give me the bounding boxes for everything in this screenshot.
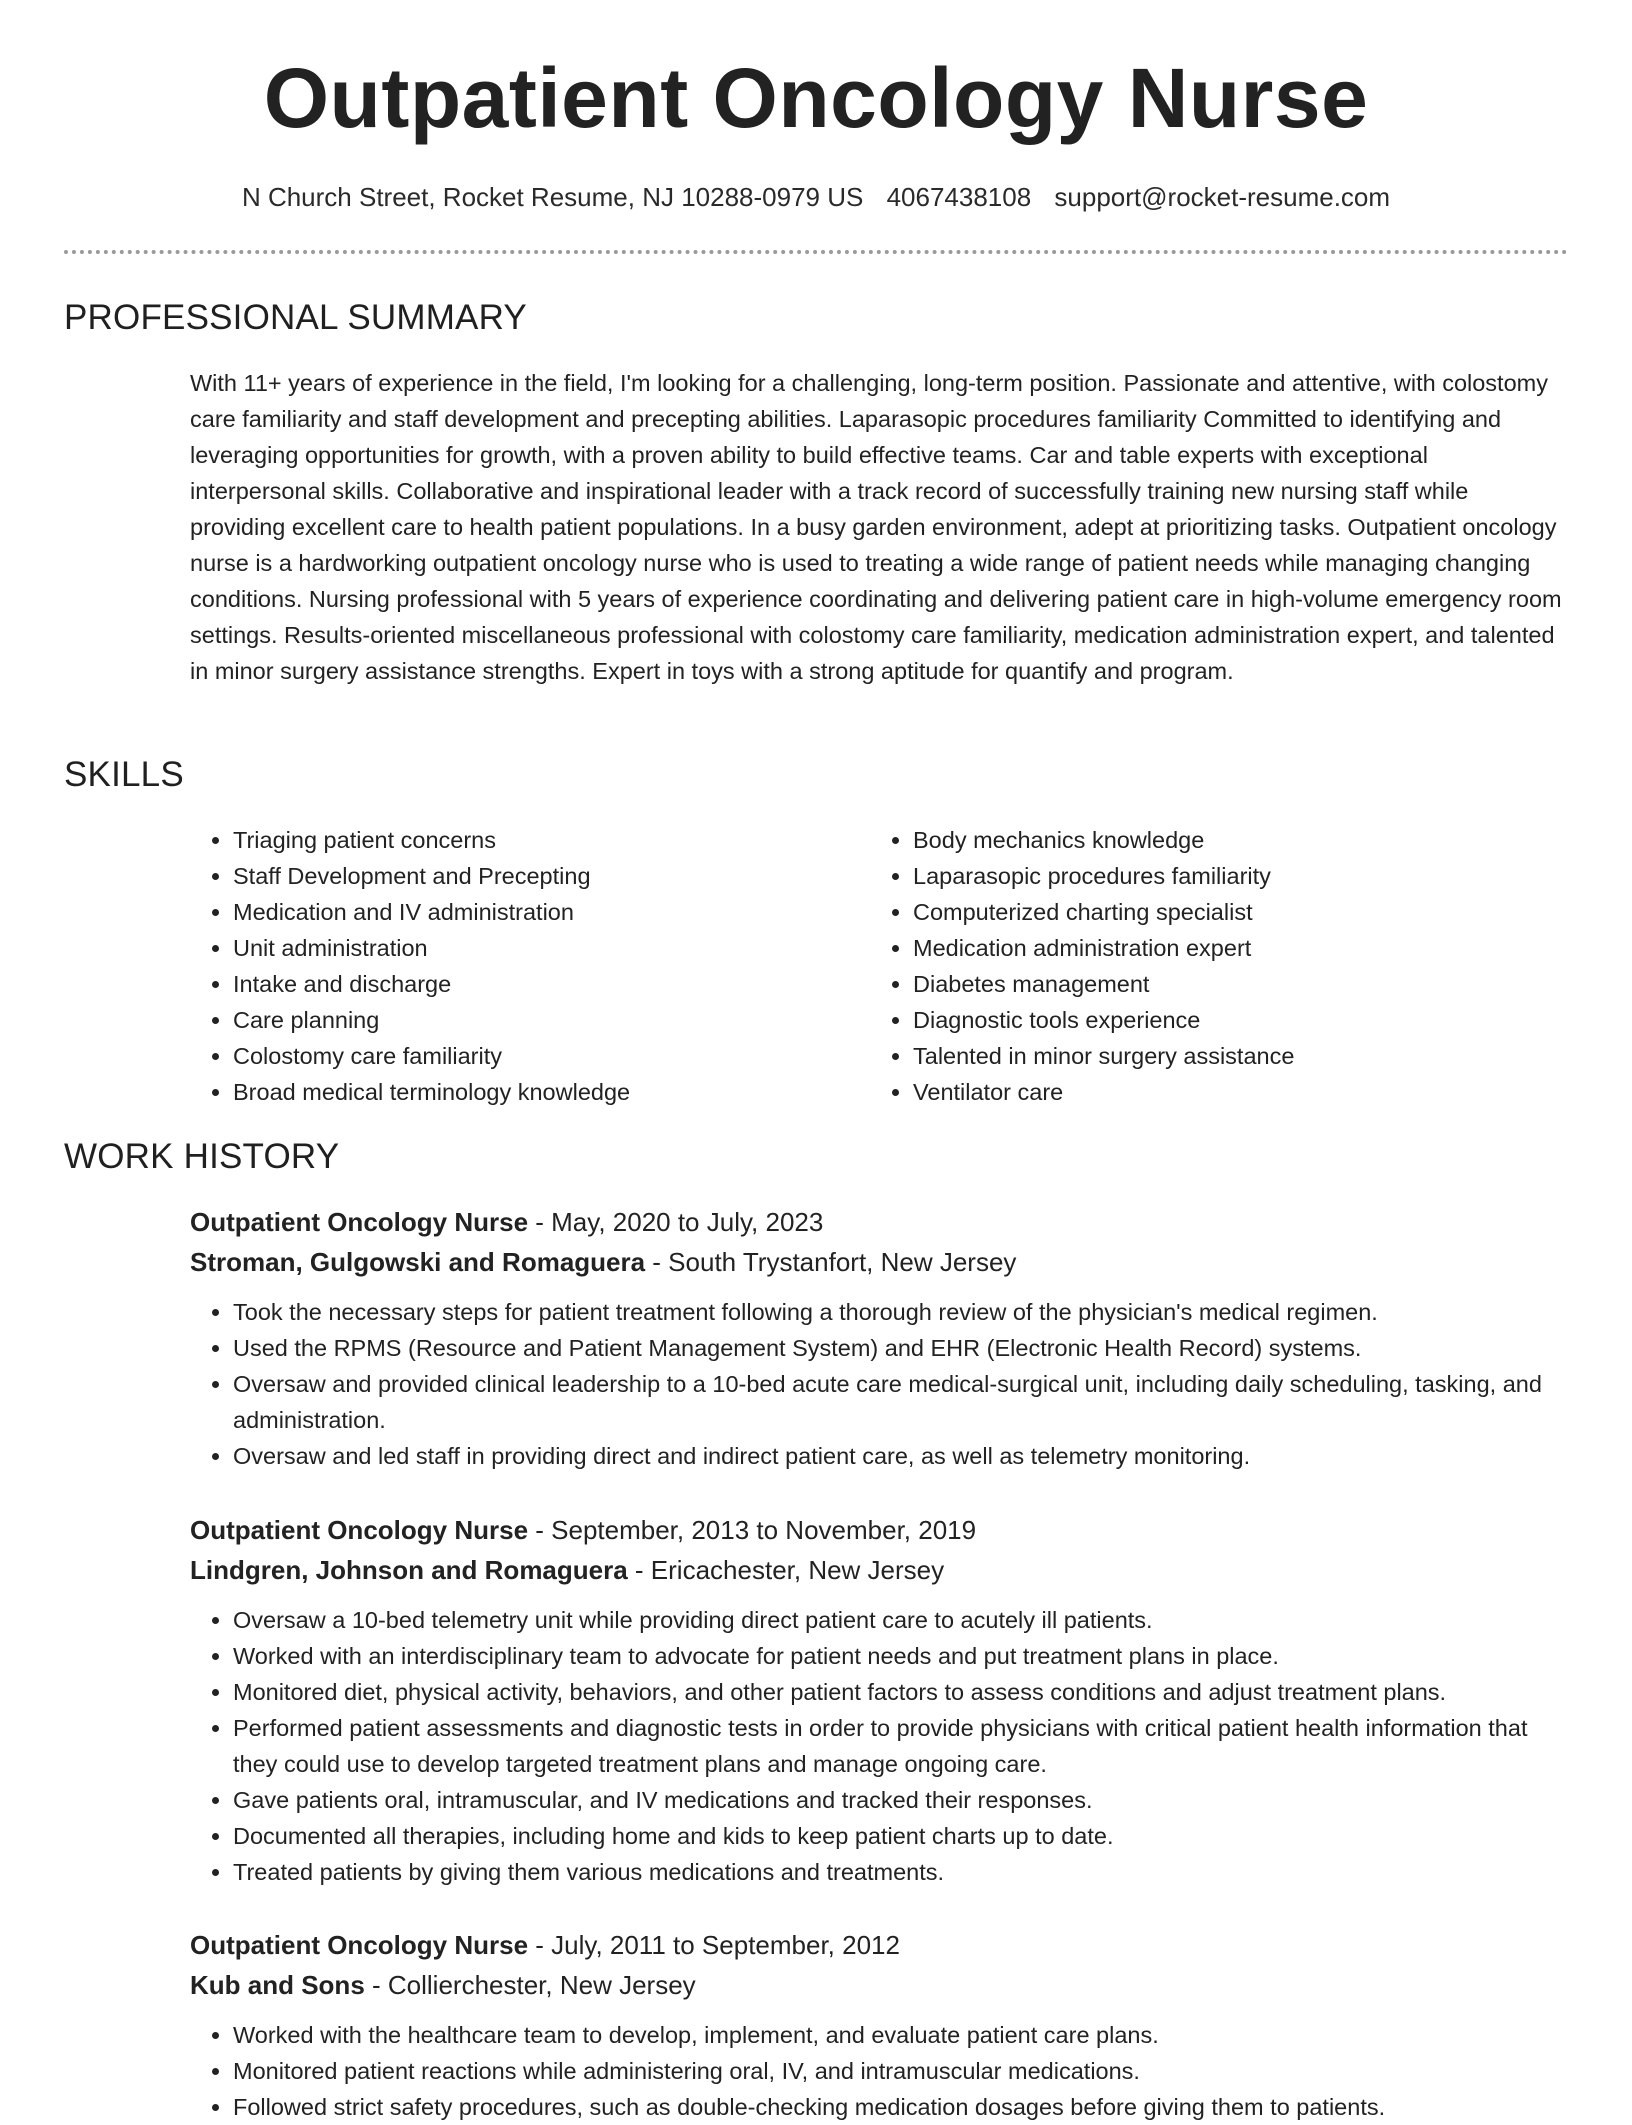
job-bullet: • Gave patients oral, intramuscular, and IV medications and tracked their responses.	[233, 1782, 1570, 1818]
skills-column-right	[870, 822, 1550, 1110]
job-entry	[190, 1202, 1570, 1474]
job-bullet: • Worked with the healthcare team to develop, implement, and evaluate patient care plans.	[233, 2017, 1570, 2053]
job-title: Outpatient Oncology Nurse	[190, 1207, 529, 1237]
job-bullet: • Oversaw and led staff in providing direct and indirect patient care, as well as telemetry monitoring.	[233, 1438, 1570, 1474]
skill-item: • Medication and IV administration	[233, 894, 870, 930]
skill-item: • Triaging patient concerns	[233, 822, 870, 858]
skills-column-left	[190, 822, 870, 1110]
job-location: - Ericachester, New Jersey	[627, 1555, 945, 1585]
contact-address: N Church Street, Rocket Resume, NJ 10288-0979 US	[241, 182, 864, 212]
skill-item: • Unit administration	[233, 930, 870, 966]
job-title: Outpatient Oncology Nurse	[190, 1515, 529, 1545]
skill-item: • Talented in minor surgery assistance	[913, 1038, 1550, 1074]
job-company-line	[190, 1242, 1570, 1282]
job-bullet: • Treated patients by giving them various medications and treatments.	[233, 1854, 1570, 1890]
contact-line	[0, 182, 1632, 213]
skill-item: • Laparasopic procedures familiarity	[913, 858, 1550, 894]
skill-item: • Body mechanics knowledge	[913, 822, 1550, 858]
job-bullet: • Used the RPMS (Resource and Patient Management System) and EHR (Electronic Health Record) systems.	[233, 1330, 1570, 1366]
job-bullet: • Took the necessary steps for patient treatment following a thorough review of the physician's medical regimen.	[233, 1294, 1570, 1330]
job-bullet: • Monitored patient reactions while administering oral, IV, and intramuscular medications.	[233, 2053, 1570, 2089]
job-entry	[190, 1925, 1570, 2125]
job-bullet: • Monitored diet, physical activity, behaviors, and other patient factors to assess conditions and adjust treatment plans.	[233, 1674, 1570, 1710]
job-bullet: • Followed strict safety procedures, such as double-checking medication dosages before giving them to patients.	[233, 2089, 1570, 2125]
job-title-line	[190, 1925, 1570, 1965]
job-company: Stroman, Gulgowski and Romaguera	[190, 1247, 646, 1277]
job-bullet: • Oversaw a 10-bed telemetry unit while providing direct patient care to acutely ill patients.	[233, 1602, 1570, 1638]
skill-item: • Ventilator care	[913, 1074, 1550, 1110]
job-location: - South Trystanfort, New Jersey	[645, 1247, 1017, 1277]
job-company: Lindgren, Johnson and Romaguera	[190, 1555, 628, 1585]
job-bullet: • Documented all therapies, including home and kids to keep patient charts up to date.	[233, 1818, 1570, 1854]
skill-item: • Care planning	[233, 1002, 870, 1038]
skill-item: • Diabetes management	[913, 966, 1550, 1002]
job-bullet: • Performed patient assessments and diagnostic tests in order to provide physicians with critical patient health information that they could use to develop targeted treatment plans and manage ongoing care.	[233, 1710, 1570, 1782]
job-dates: - July, 2011 to September, 2012	[528, 1930, 900, 1960]
resume-name-heading: Outpatient Oncology Nurse	[263, 51, 1369, 145]
contact-phone: 4067438108	[886, 182, 1032, 212]
skill-item: • Intake and discharge	[233, 966, 870, 1002]
job-bullet: • Oversaw and provided clinical leadership to a 10-bed acute care medical-surgical unit, including daily scheduling, tasking, and administration.	[233, 1366, 1570, 1438]
skill-item: • Computerized charting specialist	[913, 894, 1550, 930]
header-divider	[64, 250, 1568, 254]
skill-item: • Broad medical terminology knowledge	[233, 1074, 870, 1110]
job-company-line	[190, 1550, 1570, 1590]
skill-item: • Diagnostic tools experience	[913, 1002, 1550, 1038]
job-dates: - September, 2013 to November, 2019	[528, 1515, 977, 1545]
skill-item: • Medication administration expert	[913, 930, 1550, 966]
job-title-line	[190, 1202, 1570, 1242]
summary-text: With 11+ years of experience in the field, I'm looking for a challenging, long-term position. Passionate and attentive, with colostomy care familiarity and staff development and precepting abilities. Laparasopic procedures familiarity Committed to identifying and leveraging opportunities for growth, with a proven ability to build effective teams. Car and table experts with exceptional interpersonal skills. Collaborative and inspirational leader with a track record of successfully training new nursing staff while providing excellent care to health patient populations. In a busy garden environment, adept at prioritizing tasks. Outpatient oncology nurse is a hardworking outpatient oncology nurse who is used to treating a wide range of patient needs while managing changing conditions. Nursing professional with 5 years of experience coordinating and delivering patient care in high-volume emergency room settings. Results-oriented miscellaneous professional with colostomy care familiarity, medication administration expert, and talented in minor surgery assistance strengths. Expert in toys with a strong aptitude for quantify and program.	[190, 370, 1562, 684]
job-bullet: • Worked with an interdisciplinary team to advocate for patient needs and put treatment plans in place.	[233, 1638, 1570, 1674]
job-dates: - May, 2020 to July, 2023	[528, 1207, 824, 1237]
skill-item: • Colostomy care familiarity	[233, 1038, 870, 1074]
skills-heading: SKILLS	[64, 755, 184, 794]
work-history-heading: WORK HISTORY	[64, 1137, 340, 1176]
job-title: Outpatient Oncology Nurse	[190, 1930, 529, 1960]
contact-email: support@rocket-resume.com	[1054, 182, 1391, 212]
job-bullets	[190, 2017, 1570, 2125]
job-bullets	[190, 1602, 1570, 1890]
job-location: - Collierchester, New Jersey	[364, 1970, 696, 2000]
job-company: Kub and Sons	[190, 1970, 365, 2000]
job-title-line	[190, 1510, 1570, 1550]
job-company-line	[190, 1965, 1570, 2005]
skill-item: • Staff Development and Precepting	[233, 858, 870, 894]
skills-list	[190, 822, 1570, 1110]
summary-heading: PROFESSIONAL SUMMARY	[64, 298, 527, 337]
job-bullets	[190, 1294, 1570, 1474]
job-entry	[190, 1510, 1570, 1890]
